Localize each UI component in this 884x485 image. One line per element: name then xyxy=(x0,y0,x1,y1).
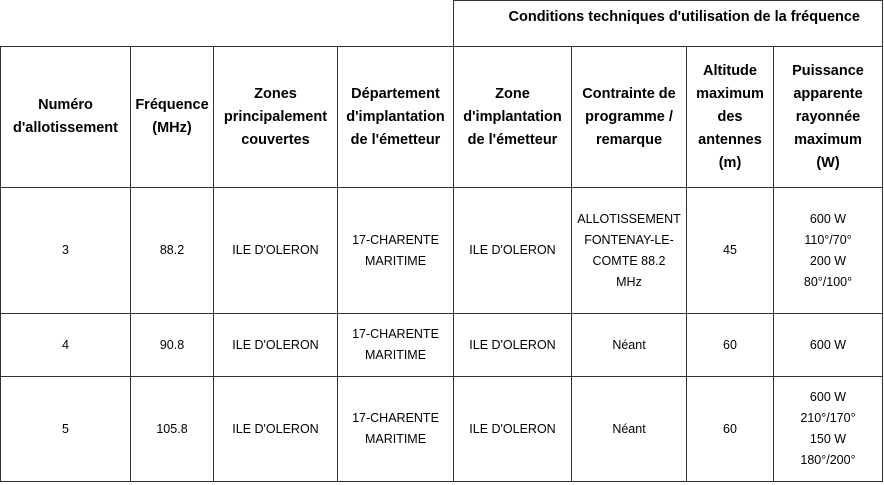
header-departement: Département d'implantation de l'émetteur xyxy=(338,47,454,188)
cell-zone-implantation: ILE D'OLERON xyxy=(454,188,572,314)
cell-contrainte: ALLOTISSEMENT FONTENAY-LE- COMTE 88.2 MHz xyxy=(572,188,687,314)
cell-zone-implantation: ILE D'OLERON xyxy=(454,377,572,482)
title-row xyxy=(1,1,883,47)
table-row xyxy=(1,188,883,314)
blank-cell xyxy=(1,1,454,47)
cell-zone-implantation: ILE D'OLERON xyxy=(454,314,572,377)
header-frequence: Fréquence (MHz) xyxy=(131,47,214,188)
cell-departement: 17-CHARENTE MARITIME xyxy=(338,314,454,377)
cell-departement: 17-CHARENTE MARITIME xyxy=(338,188,454,314)
cell-numero: 3 xyxy=(1,188,131,314)
cell-altitude: 60 xyxy=(687,377,774,482)
table-row xyxy=(1,377,883,482)
cell-frequence: 105.8 xyxy=(131,377,214,482)
header-zone-implantation: Zone d'implantation de l'émetteur xyxy=(454,47,572,188)
table-row xyxy=(1,314,883,377)
header-contrainte: Contrainte de programme / remarque xyxy=(572,47,687,188)
cell-zones: ILE D'OLERON xyxy=(214,188,338,314)
cell-numero: 5 xyxy=(1,377,131,482)
cell-puissance: 600 W 210°/170° 150 W 180°/200° xyxy=(774,377,883,482)
cell-altitude: 60 xyxy=(687,314,774,377)
cell-frequence: 90.8 xyxy=(131,314,214,377)
cell-puissance: 600 W 110°/70° 200 W 80°/100° xyxy=(774,188,883,314)
cell-departement: 17-CHARENTE MARITIME xyxy=(338,377,454,482)
cell-frequence: 88.2 xyxy=(131,188,214,314)
cell-altitude: 45 xyxy=(687,188,774,314)
cell-zones: ILE D'OLERON xyxy=(214,314,338,377)
cell-numero: 4 xyxy=(1,314,131,377)
header-zones: Zones principalement couvertes xyxy=(214,47,338,188)
cell-contrainte: Néant xyxy=(572,314,687,377)
table-title: Conditions techniques d'utilisation de la fréquence xyxy=(454,1,883,47)
header-row xyxy=(1,47,883,188)
cell-contrainte: Néant xyxy=(572,377,687,482)
cell-zones: ILE D'OLERON xyxy=(214,377,338,482)
cell-puissance: 600 W xyxy=(774,314,883,377)
header-altitude: Altitude maximum des antennes (m) xyxy=(687,47,774,188)
header-numero: Numéro d'allotissement xyxy=(1,47,131,188)
header-puissance: Puissance apparente rayonnée maximum (W) xyxy=(774,47,883,188)
